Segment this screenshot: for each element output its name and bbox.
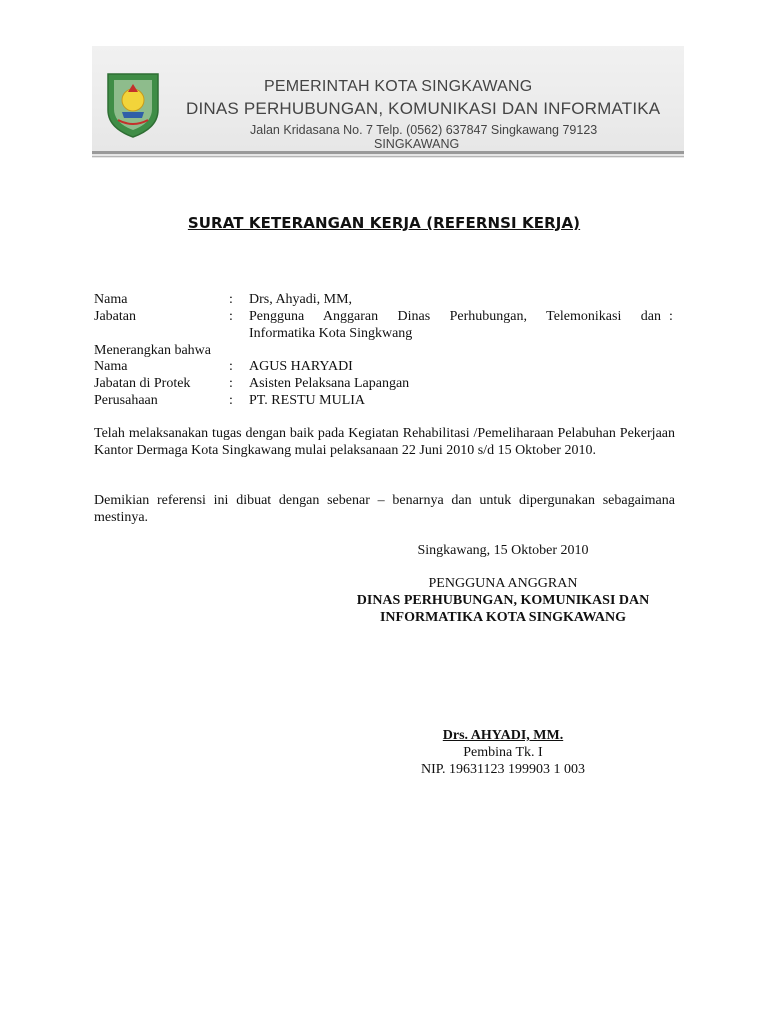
field-value-jabatan-protek: Asisten Pelaksana Lapangan (249, 376, 410, 391)
signature-agency-line2: INFORMATIKA KOTA SINGKAWANG (379, 610, 627, 625)
field-label-nama2: Nama (94, 359, 128, 374)
letterhead-address: Jalan Kridasana No. 7 Telp. (0562) 637847 Singkawang 79123 (250, 123, 598, 137)
letterhead-divider (92, 151, 684, 154)
field-value-nama2: AGUS HARYADI (249, 359, 353, 374)
letterhead-city: SINGKAWANG (374, 137, 460, 151)
field-label-nama: Nama (94, 292, 128, 307)
city-emblem-icon (104, 70, 162, 140)
field-label-perusahaan: Perusahaan (94, 393, 158, 408)
field-colon: : (229, 376, 233, 391)
signatory-name: Drs. AHYADI, MM. (442, 728, 564, 743)
field-colon: : (229, 309, 233, 324)
field-colon: : (229, 359, 233, 374)
paragraph-closing: Demikian referensi ini dibuat dengan sebenar – benarnya dan untuk dipergunakan sebagaimana mestinya. (94, 493, 675, 525)
field-value-nama: Drs, Ahyadi, MM, (249, 292, 353, 307)
letterhead-government: PEMERINTAH KOTA SINGKAWANG (264, 78, 533, 95)
field-colon: : (229, 292, 233, 307)
signatory-rank: Pembina Tk. I (463, 745, 543, 760)
signatory-nip: NIP. 19631123 199903 1 003 (421, 762, 585, 777)
menerangkan-label: Menerangkan bahwa (94, 343, 212, 358)
signature-agency-line1: DINAS PERHUBUNGAN, KOMUNIKASI DAN (356, 593, 650, 608)
field-label-jabatan: Jabatan (94, 309, 136, 324)
letterhead-divider-thin (92, 156, 684, 157)
paragraph-statement: Telah melaksanakan tugas dengan baik pada Kegiatan Rehabilitasi /Pemeliharaan Pelabuhan Pekerjaan Kantor Dermaga Kota Singkawang mulai pelaksanaan 22 Juni 2010 s/d 15 Oktober 2010. (94, 426, 675, 458)
field-trailing-colon: : (669, 309, 673, 324)
document-title: SURAT KETERANGAN KERJA (REFERNSI KERJA) (187, 214, 581, 232)
field-colon: : (229, 393, 233, 408)
signature-place-date: Singkawang, 15 Oktober 2010 (417, 543, 589, 558)
field-value-perusahaan: PT. RESTU MULIA (249, 393, 366, 408)
signature-role: PENGGUNA ANGGRAN (428, 576, 578, 591)
field-value-jabatan-line2: Informatika Kota Singkwang (249, 326, 413, 341)
field-value-jabatan-line1: Pengguna Anggaran Dinas Perhubungan, Telemonikasi dan (249, 309, 661, 324)
letterhead-department: DINAS PERHUBUNGAN, KOMUNIKASI DAN INFORMATIKA (186, 99, 661, 118)
field-label-jabatan-protek: Jabatan di Protek (94, 376, 191, 391)
